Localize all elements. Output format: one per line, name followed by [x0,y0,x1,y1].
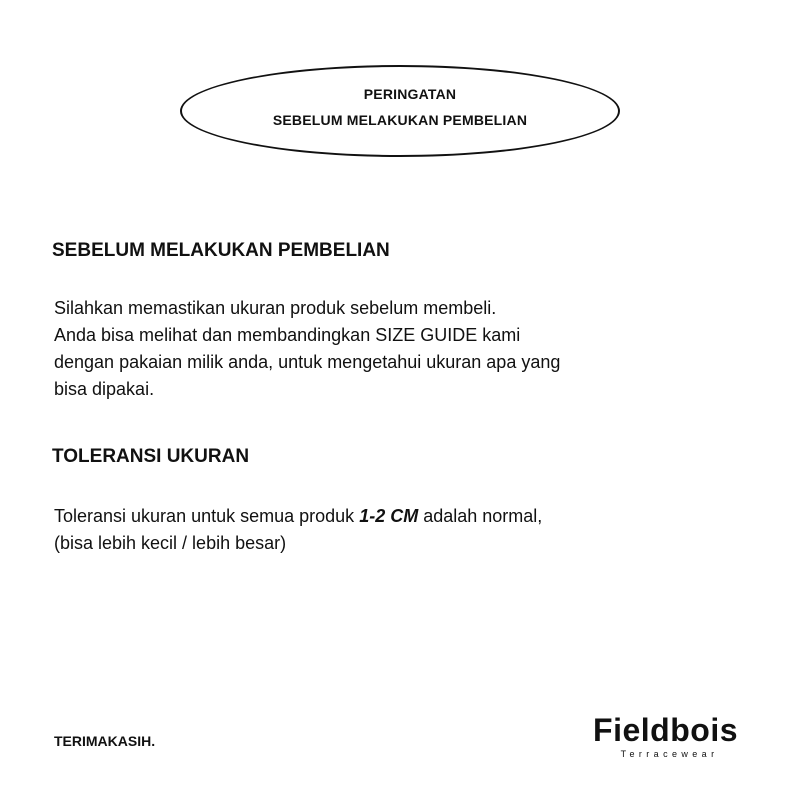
section-heading-size-tolerance: TOLERANSI UKURAN [52,446,250,467]
brand-logo [593,713,738,759]
paragraph-line: dengan pakaian milik anda, untuk mengetahui ukuran apa yang [54,352,561,372]
tolerance-text-before: Toleransi ukuran untuk semua produk [54,506,360,526]
paragraph-line: bisa dipakai. [54,379,155,399]
paragraph-line [54,503,542,530]
warning-subtitle: SEBELUM MELAKUKAN PEMBELIAN [272,112,528,128]
warning-title: PERINGATAN [363,86,457,102]
tolerance-value: 1-2 CM [359,506,419,526]
brand-logo-name: Fieldbois [593,712,738,748]
paragraph-line: Silahkan memastikan ukuran produk sebelum membeli. [54,298,497,318]
paragraph-line: (bisa lebih kecil / lebih besar) [54,533,287,553]
thanks-text: TERIMAKASIH. [54,733,156,749]
brand-logo-tagline: Terracewear [620,749,719,759]
warning-oval-banner [180,65,620,157]
section-heading-before-purchase: SEBELUM MELAKUKAN PEMBELIAN [52,240,390,261]
before-purchase-paragraph [54,295,560,403]
tolerance-text-after: adalah normal, [418,506,543,526]
paragraph-line: Anda bisa melihat dan membandingkan SIZE GUIDE kami [54,325,521,345]
size-tolerance-paragraph [54,503,542,557]
